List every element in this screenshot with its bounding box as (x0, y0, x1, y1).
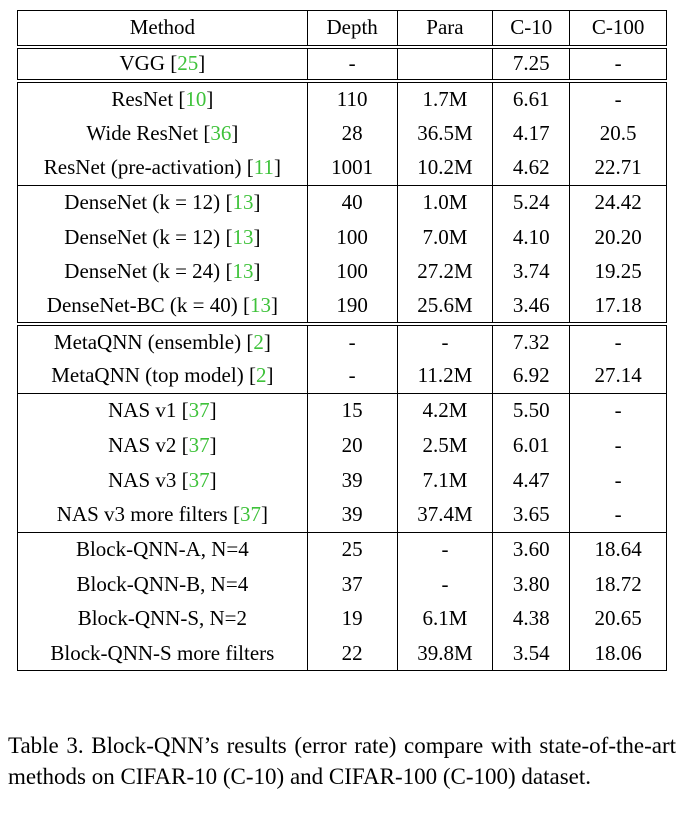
depth-cell: 20 (307, 428, 397, 463)
citation-link[interactable]: 37 (188, 432, 210, 457)
method-name: DenseNet (k = 12) (64, 190, 221, 215)
c10-cell: 3.60 (493, 532, 570, 567)
citation-link[interactable]: 13 (232, 190, 254, 215)
method-name: Block-QNN-B, N=4 (76, 571, 249, 596)
table-group (18, 324, 667, 393)
method-name: NAS v1 (108, 398, 177, 423)
depth-cell: 28 (307, 116, 397, 151)
para-cell: 1.7M (397, 81, 493, 116)
citation-link[interactable]: 13 (232, 259, 254, 284)
c10-cell: 4.38 (493, 602, 570, 637)
table-row (18, 324, 667, 359)
method-name: NAS v3 more filters (56, 502, 228, 527)
table-group (18, 532, 667, 671)
depth-cell: 39 (307, 497, 397, 532)
method-cell: ResNet (pre-activation) [11] (18, 151, 308, 186)
citation-link[interactable]: 13 (249, 293, 271, 318)
para-cell: 37.4M (397, 497, 493, 532)
method-name: DenseNet-BC (k = 40) (46, 293, 238, 318)
depth-cell: 190 (307, 289, 397, 324)
c10-cell: 3.80 (493, 567, 570, 602)
c100-cell: 19.25 (570, 255, 667, 290)
method-cell: DenseNet (k = 12) [13] (18, 220, 308, 255)
c100-cell: 27.14 (570, 359, 667, 394)
table-row (18, 220, 667, 255)
table-row (18, 532, 667, 567)
table-row (18, 393, 667, 428)
table-row (18, 47, 667, 82)
c100-cell: - (570, 324, 667, 359)
para-cell: 10.2M (397, 151, 493, 186)
c100-cell: - (570, 81, 667, 116)
c10-cell: 3.74 (493, 255, 570, 290)
method-cell: Wide ResNet [36] (18, 116, 308, 151)
para-cell: - (397, 324, 493, 359)
table-group (18, 393, 667, 532)
table-row (18, 463, 667, 498)
table-row (18, 428, 667, 463)
c100-cell: 18.06 (570, 636, 667, 671)
method-cell: NAS v3 more filters [37] (18, 497, 308, 532)
method-cell: DenseNet (k = 12) [13] (18, 185, 308, 220)
c100-cell: 17.18 (570, 289, 667, 324)
method-name: DenseNet (k = 24) (64, 259, 221, 284)
para-cell: - (397, 532, 493, 567)
depth-cell: 25 (307, 532, 397, 567)
table-row (18, 567, 667, 602)
c10-cell: 3.65 (493, 497, 570, 532)
table-row (18, 497, 667, 532)
method-cell (18, 567, 308, 602)
citation-link[interactable]: 2 (255, 363, 267, 388)
method-cell: NAS v1 [37] (18, 393, 308, 428)
table-row (18, 185, 667, 220)
depth-cell: 40 (307, 185, 397, 220)
c10-cell: 7.25 (493, 47, 570, 82)
results-table (17, 10, 667, 671)
table-group (18, 81, 667, 185)
para-cell: 27.2M (397, 255, 493, 290)
c10-cell: 4.17 (493, 116, 570, 151)
c100-cell: 22.71 (570, 151, 667, 186)
c10-cell: 6.61 (493, 81, 570, 116)
method-name: MetaQNN (top model) (51, 363, 244, 388)
c100-cell: 20.65 (570, 602, 667, 637)
method-cell: VGG [25] (18, 47, 308, 82)
method-name: Wide ResNet (86, 120, 199, 145)
header-depth: Depth (307, 11, 397, 47)
header-method: Method (18, 11, 308, 47)
c100-cell: - (570, 497, 667, 532)
para-cell: 2.5M (397, 428, 493, 463)
citation-link[interactable]: 37 (188, 398, 210, 423)
para-cell: 7.1M (397, 463, 493, 498)
c100-cell: - (570, 428, 667, 463)
depth-cell: - (307, 47, 397, 82)
header-c100: C-100 (570, 11, 667, 47)
depth-cell: 19 (307, 602, 397, 637)
method-name: MetaQNN (ensemble) (53, 329, 242, 354)
method-cell: MetaQNN (ensemble) [2] (18, 324, 308, 359)
method-cell (18, 636, 308, 671)
c10-cell: 6.01 (493, 428, 570, 463)
depth-cell: 15 (307, 393, 397, 428)
table-header (18, 11, 667, 47)
method-name: DenseNet (k = 12) (64, 224, 221, 249)
citation-link[interactable]: 25 (177, 51, 199, 76)
depth-cell: 100 (307, 255, 397, 290)
para-cell: - (397, 567, 493, 602)
method-name: Block-QNN-S more filters (50, 640, 275, 665)
para-cell: 6.1M (397, 602, 493, 637)
c10-cell: 3.54 (493, 636, 570, 671)
c10-cell: 4.10 (493, 220, 570, 255)
table-row (18, 81, 667, 116)
table-group (18, 185, 667, 324)
para-cell: 11.2M (397, 359, 493, 394)
header-row (18, 11, 667, 47)
table-row (18, 151, 667, 186)
method-cell: DenseNet-BC (k = 40) [13] (18, 289, 308, 324)
table-caption: Table 3. Block-QNN’s results (error rate) compare with state-of-the-art methods on CIFAR-10 (C-10) and CIFAR-100 (C-100) dataset. (8, 733, 676, 789)
method-name: NAS v2 (108, 432, 177, 457)
c100-cell: - (570, 47, 667, 82)
method-name: Block-QNN-A, N=4 (75, 537, 249, 562)
citation-link[interactable]: 37 (239, 502, 261, 527)
para-cell: 36.5M (397, 116, 493, 151)
header-c10: C-10 (493, 11, 570, 47)
method-name: NAS v3 (108, 467, 177, 492)
table-row (18, 359, 667, 394)
method-cell: NAS v3 [37] (18, 463, 308, 498)
depth-cell: 100 (307, 220, 397, 255)
citation-link[interactable]: 2 (253, 329, 264, 354)
depth-cell: 1001 (307, 151, 397, 186)
c100-cell: 20.5 (570, 116, 667, 151)
table-row (18, 289, 667, 324)
method-cell (18, 532, 308, 567)
method-name: ResNet (pre-activation) (43, 155, 242, 180)
c10-cell: 4.62 (493, 151, 570, 186)
depth-cell: - (307, 324, 397, 359)
method-name: Block-QNN-S, N=2 (77, 606, 248, 631)
method-cell: MetaQNN (top model) [2] (18, 359, 308, 394)
c10-cell: 3.46 (493, 289, 570, 324)
c10-cell: 7.32 (493, 324, 570, 359)
c100-cell: 18.72 (570, 567, 667, 602)
c10-cell: 6.92 (493, 359, 570, 394)
table-row (18, 255, 667, 290)
method-cell: NAS v2 [37] (18, 428, 308, 463)
c10-cell: 5.50 (493, 393, 570, 428)
method-cell: ResNet [10] (18, 81, 308, 116)
citation-link[interactable]: 13 (232, 224, 254, 249)
method-name: ResNet (111, 87, 174, 112)
header-para: Para (397, 11, 493, 47)
para-cell: 25.6M (397, 289, 493, 324)
para-cell: 1.0M (397, 185, 493, 220)
depth-cell: 110 (307, 81, 397, 116)
table-group (18, 47, 667, 82)
citation-link[interactable]: 10 (185, 87, 207, 112)
c100-cell: - (570, 393, 667, 428)
depth-cell: - (307, 359, 397, 394)
para-cell: 39.8M (397, 636, 493, 671)
para-cell (397, 47, 493, 82)
c100-cell: - (570, 463, 667, 498)
method-cell (18, 602, 308, 637)
method-cell: DenseNet (k = 24) [13] (18, 255, 308, 290)
citation-link[interactable]: 36 (210, 120, 232, 145)
c100-cell: 20.20 (570, 220, 667, 255)
depth-cell: 22 (307, 636, 397, 671)
citation-link[interactable]: 11 (253, 155, 274, 180)
depth-cell: 37 (307, 567, 397, 602)
depth-cell: 39 (307, 463, 397, 498)
para-cell: 7.0M (397, 220, 493, 255)
c100-cell: 18.64 (570, 532, 667, 567)
c100-cell: 24.42 (570, 185, 667, 220)
table-row (18, 636, 667, 671)
c10-cell: 4.47 (493, 463, 570, 498)
table-row (18, 116, 667, 151)
table-row (18, 602, 667, 637)
method-name: VGG (119, 51, 165, 76)
para-cell: 4.2M (397, 393, 493, 428)
c10-cell: 5.24 (493, 185, 570, 220)
citation-link[interactable]: 37 (188, 467, 210, 492)
